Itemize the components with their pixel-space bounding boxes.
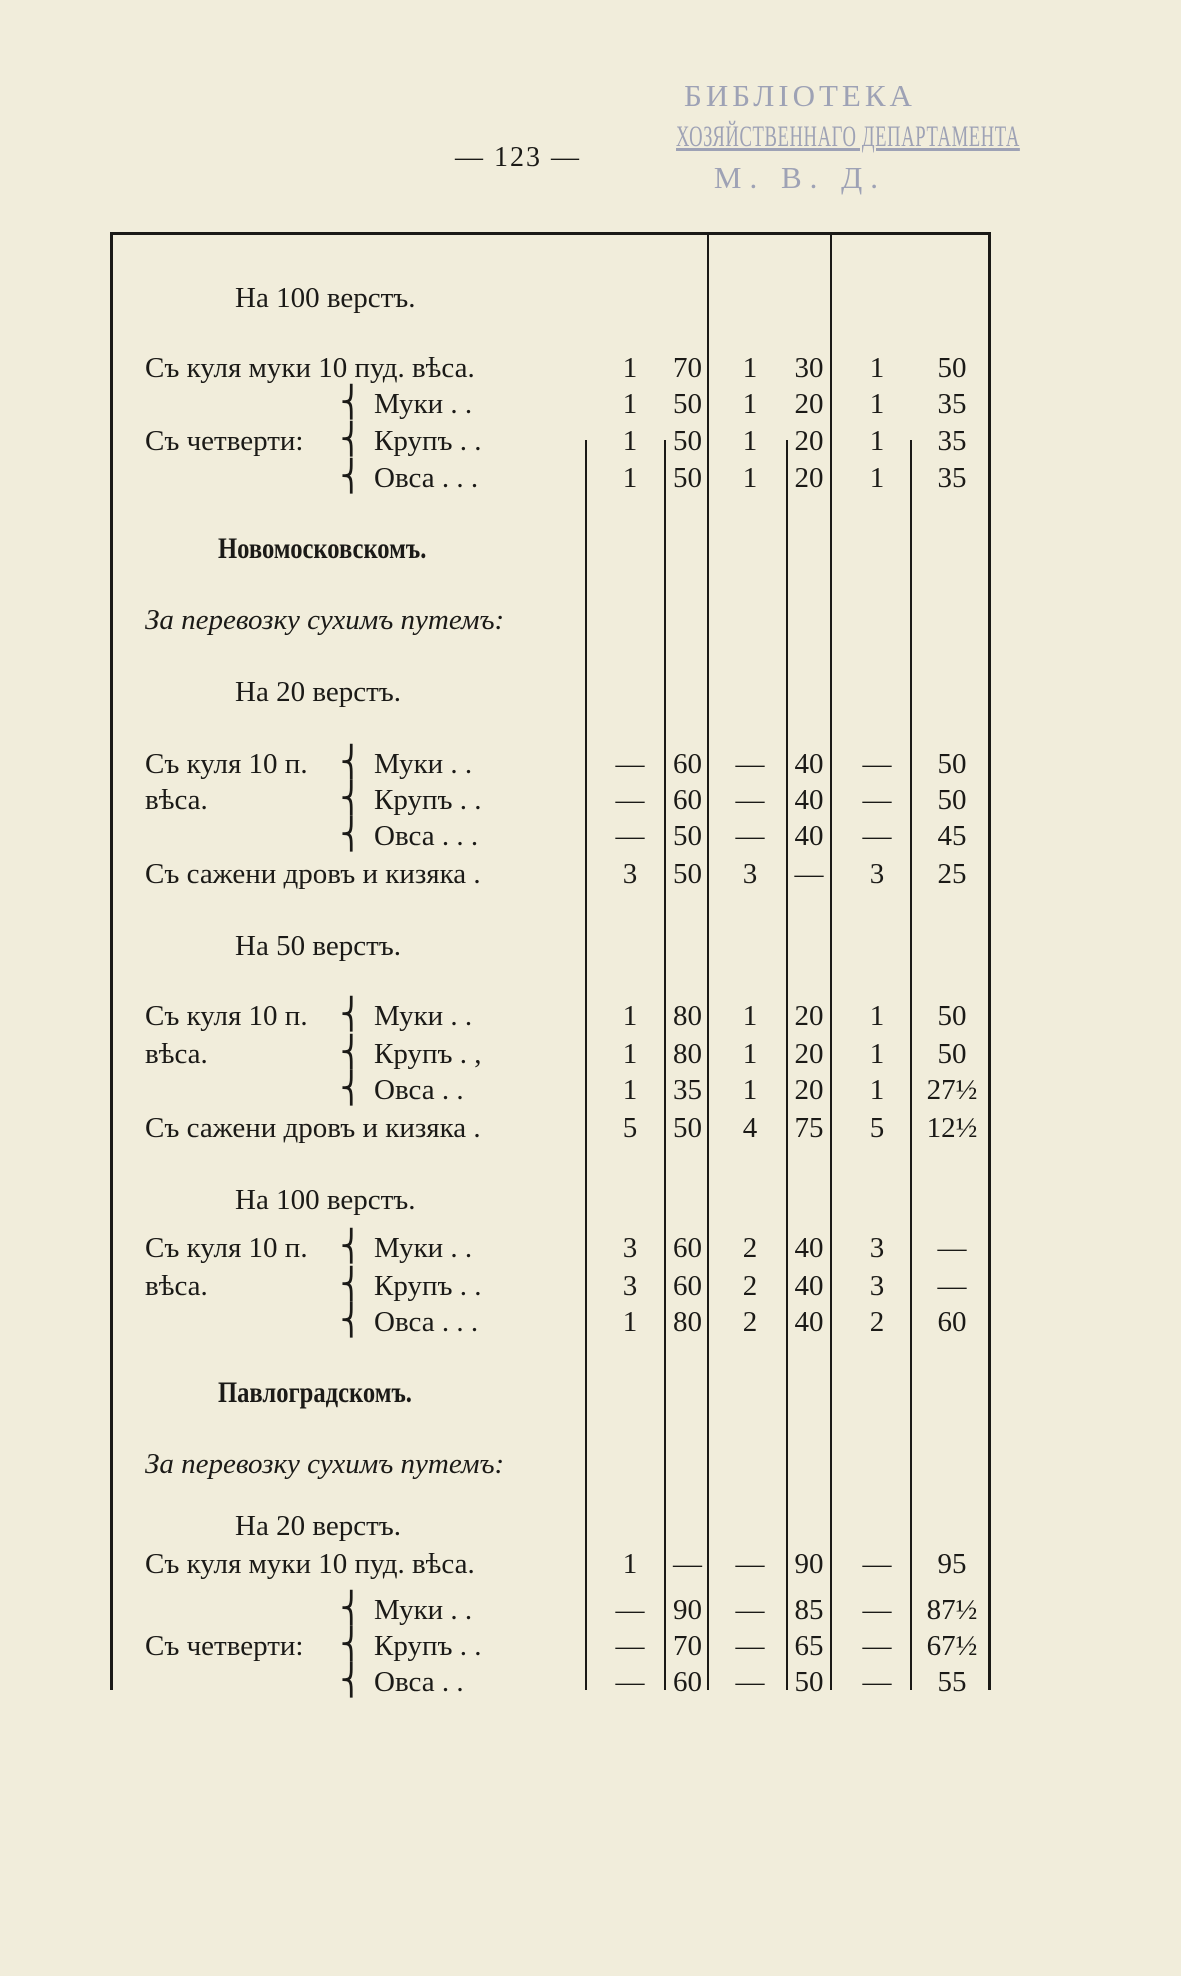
table-cell: 1: [869, 1000, 885, 1032]
brace-mark: ⎨: [340, 1072, 363, 1105]
table-cell: —: [862, 748, 892, 780]
table-row: [0, 858, 1181, 894]
table-cell: 60: [673, 784, 702, 816]
library-stamp: [600, 78, 1020, 196]
table-cell: 50: [937, 784, 967, 816]
table-row: [0, 462, 1181, 498]
table-cell: 12½: [926, 1112, 978, 1144]
table-cell: 60: [673, 748, 702, 780]
brace-mark: ⎨: [340, 423, 363, 456]
brace-mark: ⎨: [340, 1268, 363, 1301]
table-cell: —: [615, 1594, 645, 1626]
table-cell: 20: [794, 462, 824, 494]
table-row: [0, 676, 1181, 712]
table-top-rule: [110, 232, 990, 235]
table-row: [0, 1232, 1181, 1268]
table-cell: 65: [794, 1630, 824, 1662]
table-cell: —: [735, 784, 765, 816]
table-cell: 35: [673, 1074, 702, 1106]
table-row: [0, 784, 1181, 820]
table-row: [0, 1184, 1181, 1220]
table-cell: —: [615, 748, 645, 780]
table-cell: 3: [622, 1270, 638, 1302]
district-heading: Павлоградскомъ.: [218, 1376, 412, 1409]
table-cell: 20: [794, 1038, 824, 1070]
table-cell: 50: [673, 388, 702, 420]
table-cell: 1: [622, 1306, 638, 1338]
table-row: [0, 1270, 1181, 1306]
table-cell: 35: [937, 462, 967, 494]
brace-mark: ⎨: [340, 782, 363, 815]
table-cell: 60: [937, 1306, 967, 1338]
table-cell: 1: [622, 462, 638, 494]
row-label: Овса . .: [374, 1666, 464, 1698]
table-cell: 50: [937, 748, 967, 780]
table-cell: 27½: [926, 1074, 978, 1106]
table-cell: 5: [869, 1112, 885, 1144]
row-group-label: вѣса.: [145, 784, 208, 816]
table-cell: 70: [673, 1630, 702, 1662]
brace-mark: ⎨: [340, 998, 363, 1031]
page-number: — 123 —: [455, 142, 581, 173]
table-cell: 1: [622, 425, 638, 457]
table-cell: 40: [794, 1270, 824, 1302]
table-cell: 3: [869, 858, 885, 890]
table-cell: 1: [622, 352, 638, 384]
table-cell: 1: [742, 462, 758, 494]
stamp-line-2: ХОЗЯЙСТВЕННАГО ДЕПАРТАМЕНТА: [676, 120, 1020, 153]
table-cell: 1: [622, 388, 638, 420]
table-cell: 67½: [926, 1630, 978, 1662]
table-cell: 1: [869, 425, 885, 457]
section-heading: За перевозку сухимъ путемъ:: [145, 604, 505, 636]
row-group-label: Съ куля 10 п.: [145, 748, 308, 780]
row-label: Крупъ . ,: [374, 1038, 482, 1070]
brace-mark: ⎨: [340, 818, 363, 851]
row-group-label: вѣса.: [145, 1038, 208, 1070]
table-row: [0, 1000, 1181, 1036]
table-cell: —: [615, 1630, 645, 1662]
table-cell: 3: [869, 1270, 885, 1302]
table-cell: 2: [869, 1306, 885, 1338]
row-label: Крупъ . .: [374, 784, 482, 816]
table-cell: —: [862, 1548, 892, 1580]
table-cell: 50: [937, 1038, 967, 1070]
table-cell: 20: [794, 425, 824, 457]
table-cell: 40: [794, 820, 824, 852]
table-cell: 1: [622, 1074, 638, 1106]
stamp-line-1: БИБЛІОТЕКА: [684, 78, 916, 113]
distance-heading: На 100 верстъ.: [235, 1184, 416, 1216]
table-cell: 40: [794, 784, 824, 816]
row-label: Овса . . .: [374, 462, 479, 494]
table-row: [0, 1510, 1181, 1546]
table-cell: 50: [937, 1000, 967, 1032]
distance-heading: На 20 верстъ.: [235, 676, 401, 708]
table-cell: 2: [742, 1232, 758, 1264]
table-cell: 3: [869, 1232, 885, 1264]
table-cell: —: [735, 1548, 765, 1580]
table-cell: 5: [622, 1112, 638, 1144]
table-cell: —: [937, 1270, 967, 1302]
table-cell: 1: [622, 1038, 638, 1070]
row-label: Муки . .: [374, 1000, 473, 1032]
table-cell: 60: [673, 1270, 702, 1302]
table-cell: 45: [937, 820, 967, 852]
table-cell: 87½: [926, 1594, 978, 1626]
table-cell: —: [673, 1548, 702, 1580]
table-row: [0, 1666, 1181, 1702]
table-cell: —: [937, 1232, 967, 1264]
row-label: Съ куля муки 10 пуд. вѣса.: [145, 352, 475, 384]
table-cell: 50: [673, 425, 702, 457]
section-heading: За перевозку сухимъ путемъ:: [145, 1448, 505, 1480]
table-row: [0, 1038, 1181, 1074]
table-cell: 4: [742, 1112, 758, 1144]
table-row: [0, 425, 1181, 461]
row-label: Овса . . .: [374, 1306, 479, 1338]
table-row: [0, 1112, 1181, 1148]
row-label: Крупъ . .: [374, 1270, 482, 1302]
table-cell: —: [735, 820, 765, 852]
row-label: Съ сажени дровъ и кизяка .: [145, 858, 481, 890]
brace-mark: ⎨: [340, 386, 363, 419]
table-cell: 1: [869, 388, 885, 420]
row-label: Съ сажени дровъ и кизяка .: [145, 1112, 481, 1144]
brace-mark: ⎨: [340, 1592, 363, 1625]
table-cell: 1: [742, 388, 758, 420]
table-cell: 75: [794, 1112, 824, 1144]
row-group-label: Съ четверти:: [145, 1630, 304, 1662]
table-cell: 1: [742, 352, 758, 384]
row-label: Муки . .: [374, 388, 473, 420]
table-cell: —: [615, 784, 645, 816]
table-row: [0, 604, 1181, 640]
table-row: [0, 1594, 1181, 1630]
table-cell: 80: [673, 1000, 702, 1032]
table-row: [0, 748, 1181, 784]
table-cell: 70: [673, 352, 702, 384]
brace-mark: ⎨: [340, 1304, 363, 1337]
table-cell: 3: [622, 858, 638, 890]
row-label: Съ куля муки 10 пуд. вѣса.: [145, 1548, 475, 1580]
table-cell: 50: [937, 352, 967, 384]
table-cell: —: [615, 820, 645, 852]
table-row: [0, 820, 1181, 856]
table-row: [0, 1376, 1181, 1412]
table-cell: 50: [673, 820, 702, 852]
row-label: Овса . . .: [374, 820, 479, 852]
table-cell: 1: [869, 1038, 885, 1070]
brace-mark: ⎨: [340, 746, 363, 779]
table-cell: 50: [673, 1112, 702, 1144]
row-group-label: вѣса.: [145, 1270, 208, 1302]
table-cell: 1: [742, 1000, 758, 1032]
distance-heading: На 100 верстъ.: [235, 282, 416, 314]
table-cell: 85: [794, 1594, 824, 1626]
row-label: Крупъ . .: [374, 425, 482, 457]
table-row: [0, 532, 1181, 568]
table-cell: 35: [937, 425, 967, 457]
brace-mark: ⎨: [340, 460, 363, 493]
table-cell: 1: [869, 352, 885, 384]
table-cell: 80: [673, 1306, 702, 1338]
table-cell: —: [862, 1630, 892, 1662]
table-cell: 2: [742, 1306, 758, 1338]
table-cell: 60: [673, 1666, 702, 1698]
row-label: Муки . .: [374, 748, 473, 780]
table-cell: 20: [794, 1074, 824, 1106]
table-cell: 1: [742, 425, 758, 457]
table-cell: 95: [937, 1548, 967, 1580]
row-group-label: Съ куля 10 п.: [145, 1232, 308, 1264]
table-row: [0, 1630, 1181, 1666]
brace-mark: ⎨: [340, 1628, 363, 1661]
table-cell: 30: [794, 352, 824, 384]
table-row: [0, 388, 1181, 424]
table-cell: 55: [937, 1666, 967, 1698]
table-cell: 1: [869, 462, 885, 494]
table-row: [0, 352, 1181, 388]
table-cell: 80: [673, 1038, 702, 1070]
table-cell: —: [862, 784, 892, 816]
table-cell: 1: [742, 1038, 758, 1070]
table-cell: 2: [742, 1270, 758, 1302]
row-label: Муки . .: [374, 1594, 473, 1626]
brace-mark: ⎨: [340, 1230, 363, 1263]
row-group-label: Съ куля 10 п.: [145, 1000, 308, 1032]
table-cell: 50: [794, 1666, 824, 1698]
row-group-label: Съ четверти:: [145, 425, 304, 457]
table-cell: —: [862, 1666, 892, 1698]
stamp-line-3: М. В. Д.: [713, 160, 887, 195]
table-cell: —: [735, 1594, 765, 1626]
table-cell: 40: [794, 1306, 824, 1338]
table-row: [0, 1548, 1181, 1584]
table-cell: 40: [794, 748, 824, 780]
table-row: [0, 1306, 1181, 1342]
table-cell: —: [735, 748, 765, 780]
brace-mark: ⎨: [340, 1036, 363, 1069]
table-cell: 3: [622, 1232, 638, 1264]
table-cell: 3: [742, 858, 758, 890]
table-cell: 1: [869, 1074, 885, 1106]
table-cell: 90: [794, 1548, 824, 1580]
row-label: Муки . .: [374, 1232, 473, 1264]
table-cell: 20: [794, 388, 824, 420]
table-row: [0, 282, 1181, 318]
district-heading: Новомосковскомъ.: [218, 532, 427, 565]
table-cell: 50: [673, 462, 702, 494]
table-cell: 90: [673, 1594, 702, 1626]
brace-mark: ⎨: [340, 1664, 363, 1697]
distance-heading: На 20 верстъ.: [235, 1510, 401, 1542]
table-cell: 60: [673, 1232, 702, 1264]
row-label: Крупъ . .: [374, 1630, 482, 1662]
table-cell: —: [862, 1594, 892, 1626]
table-cell: 25: [937, 858, 967, 890]
table-cell: 40: [794, 1232, 824, 1264]
table-row: [0, 1448, 1181, 1484]
table-cell: 1: [622, 1548, 638, 1580]
table-cell: —: [862, 820, 892, 852]
table-cell: —: [735, 1630, 765, 1662]
distance-heading: На 50 верстъ.: [235, 930, 401, 962]
table-row: [0, 930, 1181, 966]
table-cell: 1: [622, 1000, 638, 1032]
table-cell: 20: [794, 1000, 824, 1032]
table-cell: 1: [742, 1074, 758, 1106]
table-cell: —: [794, 858, 824, 890]
table-cell: 35: [937, 388, 967, 420]
table-row: [0, 1074, 1181, 1110]
table-cell: —: [615, 1666, 645, 1698]
table-cell: 50: [673, 858, 702, 890]
table-cell: —: [735, 1666, 765, 1698]
row-label: Овса . .: [374, 1074, 464, 1106]
